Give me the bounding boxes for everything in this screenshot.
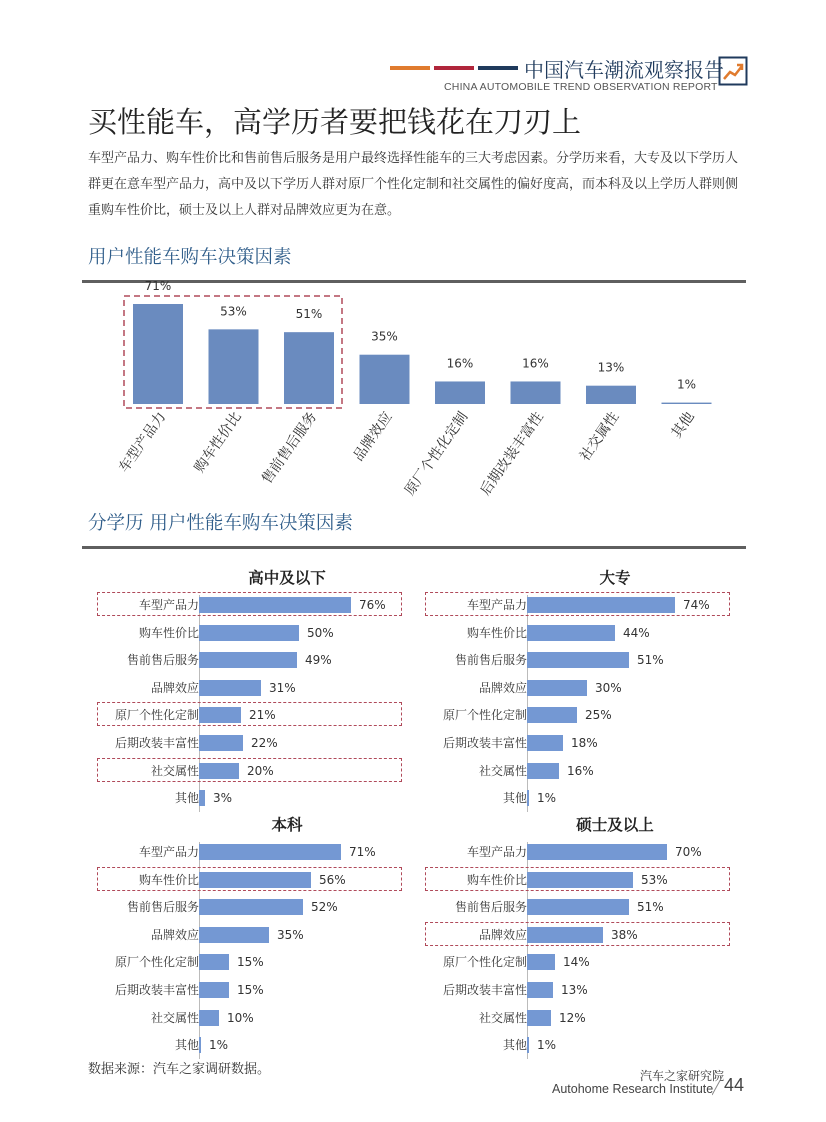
row-value-label: 76% — [359, 598, 386, 612]
bar-value-label: 1% — [676, 377, 697, 392]
row-highlight-box — [97, 758, 402, 782]
row-bar — [527, 1037, 529, 1053]
report-title: 中国汽车潮流观察报告 — [524, 58, 724, 82]
row-value-label: 1% — [537, 1038, 557, 1053]
row-bar — [199, 899, 303, 915]
bar-value-label: 16% — [522, 356, 549, 371]
panel-row — [425, 648, 805, 672]
panel-row — [425, 950, 805, 974]
panel-row — [425, 978, 805, 1002]
panel-row — [97, 895, 477, 919]
row-category-label: 后期改装丰富性 — [114, 736, 199, 750]
row-bar — [527, 763, 559, 779]
report-subtitle: CHINA AUTOMOBILE TREND OBSERVATION REPORT — [444, 81, 718, 93]
row-category-label: 原厂个性化定制 — [442, 708, 527, 723]
footer-org-en: Autohome Research Institute — [552, 1082, 714, 1096]
panel-master — [425, 813, 805, 1053]
intro-paragraph: 车型产品力、购车性价比和售前售后服务是用户最终选择性能车的三大考虑因素。分学历来看，大专及以下学历人群更在意车型产品力，高中及以下学历人群对原厂个性化定制和社交属性的偏好度高，而本科及以上学历人群则侧重购车性价比，硕士及以上人群对品牌效应更为在意。 — [88, 151, 739, 218]
panel-row — [97, 621, 477, 645]
footer-slash-icon — [712, 1074, 724, 1096]
bar-4 — [435, 381, 485, 404]
row-value-label: 25% — [585, 708, 612, 723]
row-value-label: 51% — [637, 900, 664, 915]
bar-0 — [133, 304, 183, 404]
row-bar — [199, 1037, 201, 1053]
row-value-label: 12% — [559, 1010, 586, 1025]
row-value-label: 10% — [227, 1010, 254, 1025]
bar-2 — [284, 332, 334, 404]
row-bar — [199, 680, 261, 696]
bar-6 — [586, 386, 636, 404]
row-value-label: 50% — [307, 625, 334, 640]
row-bar — [199, 790, 205, 806]
row-bar — [527, 982, 553, 998]
row-bar — [527, 790, 529, 806]
row-highlight-box — [425, 922, 730, 946]
row-highlight-box — [97, 867, 402, 891]
row-category-label: 车型产品力 — [466, 598, 527, 612]
row-category-label: 原厂个性化定制 — [442, 955, 527, 970]
panel-row — [425, 759, 805, 783]
row-category-label: 品牌效应 — [478, 680, 527, 695]
row-bar — [527, 954, 555, 970]
row-bar — [527, 625, 615, 641]
panel-row — [97, 1033, 477, 1057]
row-category-label: 购车性价比 — [138, 625, 199, 640]
row-value-label: 49% — [305, 653, 332, 668]
category-label: 售前售后服务 — [258, 409, 321, 488]
row-value-label: 15% — [237, 955, 264, 970]
row-bar — [199, 844, 341, 860]
row-value-label: 21% — [249, 708, 276, 723]
row-value-label: 3% — [213, 791, 233, 806]
panel-junior-college — [425, 566, 805, 806]
panel-high-school — [97, 566, 477, 806]
row-category-label: 其他 — [502, 791, 527, 806]
section-divider — [82, 546, 746, 549]
row-bar — [199, 982, 229, 998]
panel-row — [425, 840, 805, 864]
row-value-label: 16% — [567, 763, 594, 778]
data-source: 数据来源：汽车之家调研数据。 — [88, 1062, 271, 1077]
row-bar — [199, 735, 243, 751]
row-bar — [527, 652, 629, 668]
row-category-label: 品牌效应 — [478, 927, 527, 942]
row-value-label: 53% — [641, 872, 668, 887]
row-bar — [199, 652, 297, 668]
category-label: 后期改装丰富性 — [477, 409, 547, 499]
panel-row — [425, 621, 805, 645]
bar-7 — [662, 403, 712, 404]
panel-row — [97, 786, 477, 810]
row-highlight-box — [97, 592, 402, 616]
bar-3 — [360, 355, 410, 404]
row-category-label: 车型产品力 — [138, 845, 199, 859]
row-category-label: 购车性价比 — [138, 872, 199, 887]
category-label: 购车性价比 — [191, 409, 245, 476]
row-value-label: 35% — [277, 927, 304, 942]
panel-title: 高中及以下 — [248, 569, 326, 587]
footer-org-cn: 汽车之家研究院 — [640, 1069, 725, 1083]
row-bar — [527, 1010, 551, 1026]
row-bar — [527, 844, 667, 860]
panel-row — [97, 676, 477, 700]
panel-row — [97, 950, 477, 974]
row-category-label: 社交属性 — [478, 763, 527, 778]
row-category-label: 原厂个性化定制 — [114, 955, 199, 970]
row-category-label: 售前售后服务 — [126, 653, 199, 668]
panel-row — [425, 703, 805, 727]
row-category-label: 其他 — [174, 1038, 199, 1053]
row-category-label: 后期改装丰富性 — [442, 736, 527, 750]
row-value-label: 31% — [269, 680, 296, 695]
row-category-label: 售前售后服务 — [126, 900, 199, 915]
row-bar — [199, 954, 229, 970]
row-category-label: 购车性价比 — [466, 872, 527, 887]
row-bar — [199, 1010, 219, 1026]
row-value-label: 44% — [623, 625, 650, 640]
section-title-overall: 用户性能车购车决策因素 — [88, 247, 292, 268]
row-value-label: 74% — [683, 598, 710, 612]
panel-row — [425, 1033, 805, 1057]
row-value-label: 51% — [637, 653, 664, 668]
row-value-label: 20% — [247, 763, 274, 778]
row-value-label: 52% — [311, 900, 338, 915]
panel-row — [425, 731, 805, 755]
overall-bar-chart — [0, 0, 826, 520]
row-highlight-box — [425, 592, 730, 616]
panel-row — [97, 840, 477, 864]
page-number: 44 — [724, 1075, 745, 1095]
bar-value-label: 16% — [446, 356, 474, 371]
row-category-label: 其他 — [174, 791, 199, 806]
panel-row — [97, 978, 477, 1002]
row-value-label: 15% — [237, 983, 264, 997]
row-category-label: 后期改装丰富性 — [442, 983, 527, 997]
row-value-label: 13% — [561, 983, 588, 997]
row-highlight-box — [425, 867, 730, 891]
row-value-label: 38% — [611, 927, 638, 942]
row-bar — [527, 735, 563, 751]
row-value-label: 30% — [595, 680, 622, 695]
panel-title: 大专 — [599, 569, 631, 587]
bar-value-label: 51% — [295, 307, 323, 322]
row-category-label: 品牌效应 — [150, 927, 199, 942]
panel-row — [425, 895, 805, 919]
panel-row — [425, 1006, 805, 1030]
row-value-label: 22% — [251, 736, 278, 750]
page-title: 买性能车，高学历者要把钱花在刀刃上 — [88, 105, 582, 139]
row-category-label: 社交属性 — [478, 1010, 527, 1025]
panel-row — [97, 648, 477, 672]
row-value-label: 18% — [571, 736, 598, 750]
section-title-by-education: 分学历 用户性能车购车决策因素 — [88, 513, 353, 534]
row-category-label: 后期改装丰富性 — [114, 983, 199, 997]
row-category-label: 社交属性 — [150, 763, 199, 778]
row-value-label: 14% — [563, 955, 590, 970]
row-value-label: 71% — [349, 845, 376, 859]
row-bar — [199, 625, 299, 641]
row-bar — [527, 707, 577, 723]
bar-value-label: 13% — [597, 360, 625, 375]
row-value-label: 56% — [319, 872, 346, 887]
panel-row — [97, 923, 477, 947]
row-category-label: 社交属性 — [150, 1010, 199, 1025]
row-category-label: 购车性价比 — [466, 625, 527, 640]
bar-value-label: 71% — [144, 279, 172, 293]
category-label: 其他 — [668, 409, 698, 442]
bar-value-label: 53% — [220, 304, 247, 319]
category-label: 车型产品力 — [116, 409, 170, 476]
panel-bachelor — [97, 813, 477, 1053]
bar-5 — [511, 381, 561, 404]
category-label: 品牌效应 — [350, 409, 396, 465]
bar-1 — [209, 329, 259, 404]
panel-row — [97, 731, 477, 755]
row-category-label: 品牌效应 — [150, 680, 199, 695]
row-category-label: 其他 — [502, 1038, 527, 1053]
row-bar — [199, 927, 269, 943]
row-bar — [527, 899, 629, 915]
category-label: 社交属性 — [577, 409, 623, 465]
row-category-label: 售前售后服务 — [454, 653, 527, 668]
panel-row — [425, 786, 805, 810]
row-category-label: 车型产品力 — [138, 598, 199, 612]
panel-row — [97, 1006, 477, 1030]
panel-title: 本科 — [271, 816, 303, 834]
row-value-label: 1% — [209, 1038, 229, 1053]
category-label: 原厂个性化定制 — [401, 409, 472, 499]
panel-row — [425, 676, 805, 700]
row-category-label: 车型产品力 — [466, 845, 527, 859]
row-value-label: 70% — [675, 845, 702, 859]
row-highlight-box — [97, 702, 402, 726]
row-category-label: 原厂个性化定制 — [114, 708, 199, 723]
row-value-label: 1% — [537, 791, 557, 806]
panel-title: 硕士及以上 — [576, 816, 654, 834]
row-bar — [527, 680, 587, 696]
bar-value-label: 35% — [371, 329, 398, 344]
row-category-label: 售前售后服务 — [454, 900, 527, 915]
